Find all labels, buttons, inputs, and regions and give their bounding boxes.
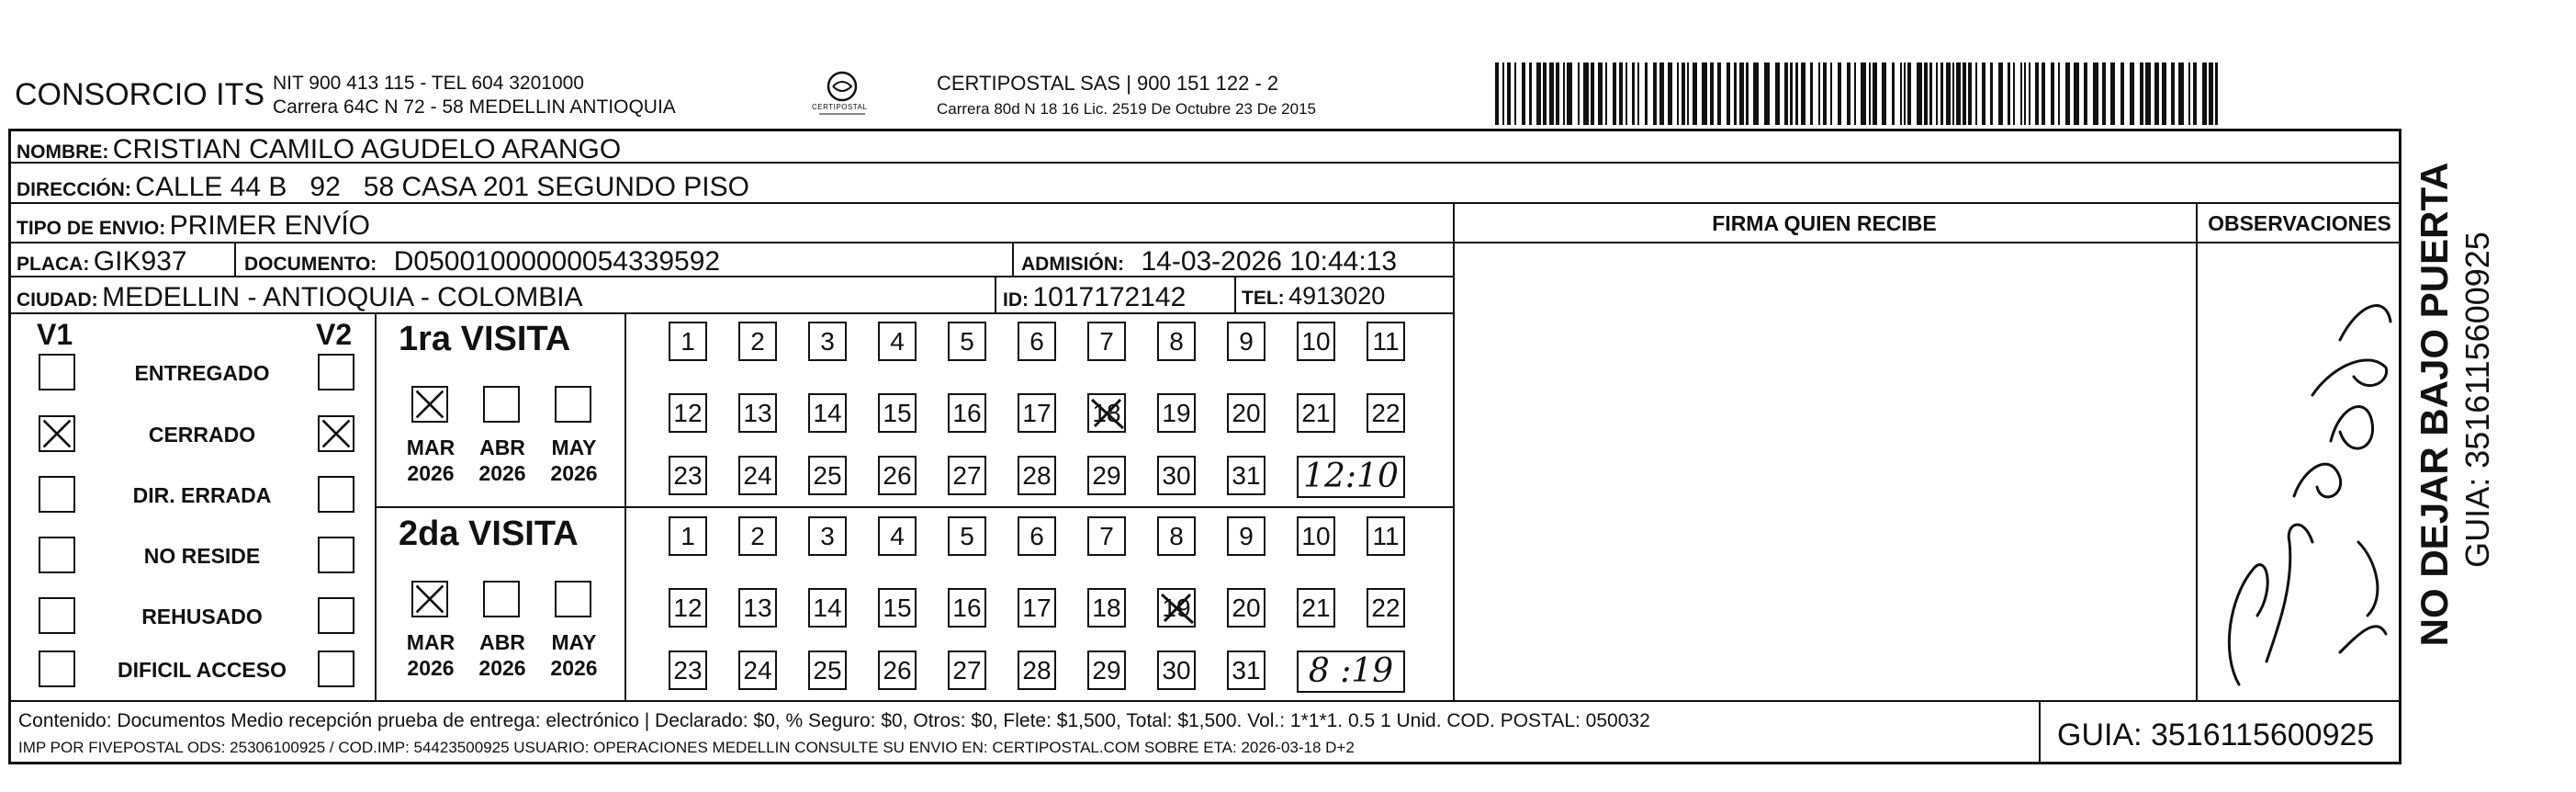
day-box[interactable]: 24	[738, 651, 777, 690]
city: MEDELLIN - ANTIOQUIA - COLOMBIA	[102, 282, 583, 312]
no-dejar-bajo-puerta: NO DEJAR BAJO PUERTA	[2413, 162, 2456, 647]
day-box[interactable]: 19	[1157, 393, 1196, 433]
v2-checkbox[interactable]	[318, 597, 354, 634]
day-box[interactable]: 3	[808, 516, 847, 556]
day-box[interactable]: 25	[808, 456, 847, 495]
day-box[interactable]: 30	[1157, 651, 1196, 690]
day-box[interactable]: 20	[1227, 393, 1266, 433]
visit-time: 12:10	[1303, 458, 1399, 495]
day-box[interactable]: 11	[1367, 516, 1405, 556]
day-box[interactable]: 16	[948, 588, 986, 628]
v2-checkbox[interactable]	[318, 415, 354, 452]
visit-time: 8 :19	[1308, 652, 1394, 690]
name-label: NOMBRE:	[17, 141, 109, 163]
month-checkbox[interactable]	[411, 581, 448, 617]
company-nit-tel: NIT 900 413 115 - TEL 604 3201000	[273, 73, 584, 94]
recipient-address: CALLE 44 B 92 58 CASA 201 SEGUNDO PISO	[135, 172, 749, 202]
visit-time-box[interactable]	[1297, 456, 1405, 498]
v1-checkbox[interactable]	[39, 537, 75, 573]
day-box[interactable]: 22	[1367, 588, 1405, 628]
day-box[interactable]: 15	[878, 393, 917, 433]
status-label: DIR. ERRADA	[132, 483, 272, 507]
observations-header: OBSERVACIONES	[2208, 211, 2391, 235]
status-label: NO RESIDE	[143, 544, 261, 568]
side-guide-number: GUIA: 3516115600925	[2458, 232, 2496, 568]
day-box[interactable]: 21	[1297, 588, 1335, 628]
status-label: DIFICIL ACCESO	[117, 658, 287, 682]
visit-time-box[interactable]	[1297, 651, 1405, 693]
shipping-type-label: TIPO DE ENVIO:	[17, 218, 166, 239]
company-name: CONSORCIO ITS	[15, 77, 265, 112]
month-label: ABR	[479, 630, 525, 654]
document-number: D05001000000054339592	[393, 246, 721, 277]
recipient-tel: 4913020	[1288, 282, 1386, 310]
v1-label: V1	[37, 318, 73, 351]
month-checkbox[interactable]	[555, 581, 591, 617]
day-box[interactable]: 27	[948, 456, 986, 495]
day-box[interactable]: 18	[1087, 393, 1126, 433]
recipient-id: 1017172142	[1032, 282, 1187, 312]
day-box[interactable]: 26	[878, 651, 917, 690]
day-box[interactable]: 10	[1297, 516, 1335, 556]
visit-title: 2da VISITA	[399, 515, 579, 553]
print-info: IMP POR FIVEPOSTAL ODS: 25306100925 / COD.IMP: 54423500925 USUARIO: OPERACIONES MEDELLIN CONSULTE SU ENVIO EN: CERTIPOSTAL.COM SOBRE ETA: 2026-03-18 D+2	[18, 739, 1355, 756]
side-notice	[2411, 133, 2521, 685]
day-box[interactable]: 8	[1157, 322, 1196, 361]
day-box[interactable]: 23	[669, 456, 707, 495]
shipping-type: PRIMER ENVÍO	[169, 210, 371, 241]
day-box[interactable]: 2	[738, 516, 777, 556]
day-box[interactable]: 7	[1087, 322, 1126, 361]
v1-checkbox[interactable]	[39, 354, 75, 390]
day-box[interactable]: 19	[1157, 588, 1196, 628]
day-box[interactable]: 14	[808, 588, 847, 628]
handwritten-signature	[2202, 266, 2397, 694]
month-label: ABR	[479, 436, 525, 459]
day-box[interactable]: 13	[738, 588, 777, 628]
day-box[interactable]: 12	[669, 588, 707, 628]
day-box[interactable]: 6	[1018, 516, 1056, 556]
day-box[interactable]: 28	[1018, 651, 1056, 690]
day-box[interactable]: 14	[808, 393, 847, 433]
plate-label: PLACA:	[17, 254, 90, 275]
day-box[interactable]: 12	[669, 393, 707, 433]
day-box[interactable]: 31	[1227, 651, 1266, 690]
v1-checkbox[interactable]	[39, 415, 75, 452]
admission-label: ADMISIÓN:	[1021, 254, 1124, 275]
barcode	[1495, 62, 2226, 125]
day-box[interactable]: 26	[878, 456, 917, 495]
status-label: REHUSADO	[141, 605, 263, 628]
day-box[interactable]: 1	[669, 516, 707, 556]
day-box[interactable]: 28	[1018, 456, 1056, 495]
day-box[interactable]: 17	[1018, 393, 1056, 433]
year-label: 2026	[550, 461, 598, 485]
day-box[interactable]: 15	[878, 588, 917, 628]
v1-checkbox[interactable]	[39, 476, 75, 513]
day-box[interactable]: 6	[1018, 322, 1056, 361]
day-box[interactable]: 20	[1227, 588, 1266, 628]
signature-header: FIRMA QUIEN RECIBE	[1712, 211, 1937, 235]
company-address: Carrera 64C N 72 - 58 MEDELLIN ANTIOQUIA	[273, 96, 676, 118]
day-box[interactable]: 23	[669, 651, 707, 690]
month-checkbox[interactable]	[555, 386, 591, 423]
day-box[interactable]: 29	[1087, 651, 1126, 690]
month-label: MAY	[551, 436, 597, 459]
day-box[interactable]: 10	[1297, 322, 1335, 361]
tel-label: TEL:	[1242, 288, 1285, 309]
month-checkbox[interactable]	[483, 581, 520, 617]
day-box[interactable]: 27	[948, 651, 986, 690]
day-box[interactable]: 4	[878, 516, 917, 556]
visit-title: 1ra VISITA	[399, 320, 571, 358]
day-box[interactable]: 25	[808, 651, 847, 690]
status-label: CERRADO	[148, 423, 256, 447]
year-label: 2026	[407, 461, 455, 485]
month-label: MAR	[406, 630, 456, 654]
day-box[interactable]: 30	[1157, 456, 1196, 495]
day-box[interactable]: 16	[948, 393, 986, 433]
year-label: 2026	[478, 656, 526, 680]
certipostal-logo	[810, 68, 874, 119]
id-label: ID:	[1003, 289, 1029, 311]
courier-name: CERTIPOSTAL SAS | 900 151 122 - 2	[937, 72, 1279, 95]
day-box[interactable]: 9	[1227, 322, 1266, 361]
day-box[interactable]: 8	[1157, 516, 1196, 556]
v2-label: V2	[316, 318, 353, 351]
month-checkbox[interactable]	[411, 386, 448, 423]
day-box[interactable]: 4	[878, 322, 917, 361]
v2-checkbox[interactable]	[318, 354, 354, 390]
day-box[interactable]: 29	[1087, 456, 1126, 495]
day-box[interactable]: 22	[1367, 393, 1405, 433]
day-box[interactable]: 21	[1297, 393, 1335, 433]
day-box[interactable]: 2	[738, 322, 777, 361]
day-box[interactable]: 18	[1087, 588, 1126, 628]
address-label: DIRECCIÓN:	[17, 179, 131, 200]
day-box[interactable]: 7	[1087, 516, 1126, 556]
day-box[interactable]: 5	[948, 516, 986, 556]
plate: GIK937	[93, 246, 187, 277]
day-box[interactable]: 31	[1227, 456, 1266, 495]
courier-license: Carrera 80d N 18 16 Lic. 2519 De Octubre 23 De 2015	[937, 100, 1316, 118]
recipient-name: CRISTIAN CAMILO AGUDELO ARANGO	[112, 134, 622, 164]
document-label: DOCUMENTO:	[244, 254, 377, 275]
v2-checkbox[interactable]	[318, 537, 354, 573]
status-label: ENTREGADO	[134, 361, 270, 385]
v2-checkbox[interactable]	[318, 476, 354, 513]
year-label: 2026	[550, 656, 598, 680]
day-box[interactable]: 17	[1018, 588, 1056, 628]
city-label: CIUDAD:	[17, 289, 98, 311]
day-box[interactable]: 11	[1367, 322, 1405, 361]
day-box[interactable]: 9	[1227, 516, 1266, 556]
logo-caption: CERTIPOSTAL	[812, 103, 868, 111]
admission-datetime: 14-03-2026 10:44:13	[1141, 246, 1398, 277]
day-box[interactable]: 3	[808, 322, 847, 361]
footer-guide-number: GUIA: 3516115600925	[2057, 718, 2375, 752]
v2-checkbox[interactable]	[318, 651, 354, 687]
v1-checkbox[interactable]	[39, 597, 75, 634]
day-box[interactable]: 5	[948, 322, 986, 361]
v1-checkbox[interactable]	[39, 651, 75, 687]
year-label: 2026	[478, 461, 526, 485]
day-box[interactable]: 24	[738, 456, 777, 495]
year-label: 2026	[407, 656, 455, 680]
day-box[interactable]: 13	[738, 393, 777, 433]
content-summary: Contenido: Documentos Medio recepción prueba de entrega: electrónico | Declarado: $0, % Seguro: $0, Otros: $0, Flete: $1,500, Total: $1,500. Vol.: 1*1*1. 0.5 1 Unid. COD. POSTAL: 050032	[18, 710, 1650, 731]
month-checkbox[interactable]	[483, 386, 520, 423]
month-label: MAY	[551, 630, 597, 654]
month-label: MAR	[406, 436, 456, 459]
day-box[interactable]: 1	[669, 322, 707, 361]
